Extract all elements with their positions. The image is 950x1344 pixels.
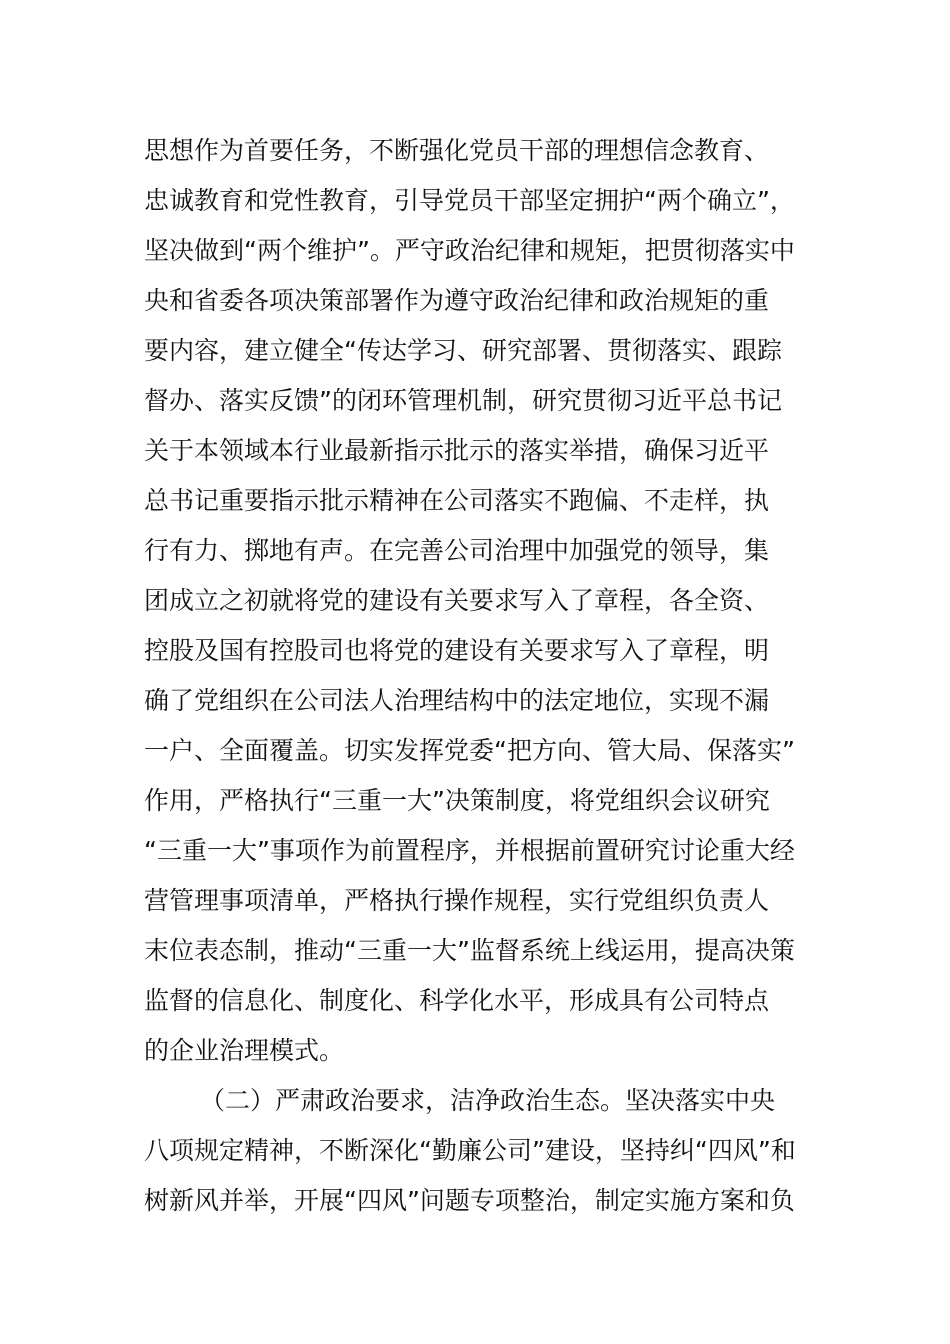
text-line: 思想作为首要任务，不断强化党员干部的理想信念教育、: [144, 136, 770, 165]
text-line: 督办、落实反馈”的闭环管理机制，研究贯彻习近平总书记: [144, 386, 782, 415]
text-line: 八项规定精神，不断深化“勤廉公司”建设，坚持纠“四风”和: [144, 1136, 796, 1165]
text-line: 央和省委各项决策部署作为遵守政治纪律和政治规矩的重: [144, 286, 770, 315]
text-line: 监督的信息化、制度化、科学化水平，形成具有公司特点: [144, 986, 770, 1015]
text-line: “三重一大”事项作为前置程序，并根据前置研究讨论重大经: [144, 836, 795, 865]
text-line: 团成立之初就将党的建设有关要求写入了章程，各全资、: [144, 586, 770, 615]
text-line: 总书记重要指示批示精神在公司落实不跑偏、不走样，执: [144, 486, 770, 515]
text-line: 忠诚教育和党性教育，引导党员干部坚定拥护“两个确立”，: [144, 186, 795, 215]
text-line: 作用，严格执行“三重一大”决策制度，将党组织会议研究: [144, 786, 770, 815]
text-line: 一户、全面覆盖。切实发挥党委“把方向、管大局、保落实”: [144, 736, 795, 765]
text-line: 坚决做到“两个维护”。严守政治纪律和规矩，把贯彻落实中: [144, 236, 795, 265]
section-heading-line: （二）严肃政治要求，洁净政治生态。坚决落实中央: [200, 1086, 776, 1115]
text-line: 的企业治理模式。: [144, 1036, 345, 1065]
text-line: 控股及国有控股司也将党的建设有关要求写入了章程，明: [144, 636, 770, 665]
text-line: 确了党组织在公司法人治理结构中的法定地位，实现不漏: [144, 686, 770, 715]
text-line: 行有力、掷地有声。在完善公司治理中加强党的领导，集: [144, 536, 770, 565]
text-line: 营管理事项清单，严格执行操作规程，实行党组织负责人: [144, 886, 770, 915]
document-body: [144, 126, 824, 1226]
text-line: 树新风并举，开展“四风”问题专项整治，制定实施方案和负: [144, 1186, 795, 1215]
text-line: 要内容，建立健全“传达学习、研究部署、贯彻落实、跟踪: [144, 336, 782, 365]
text-line: 末位表态制，推动“三重一大”监督系统上线运用，提高决策: [144, 936, 795, 965]
text-line: 关于本领域本行业最新指示批示的落实举措，确保习近平: [144, 436, 770, 465]
